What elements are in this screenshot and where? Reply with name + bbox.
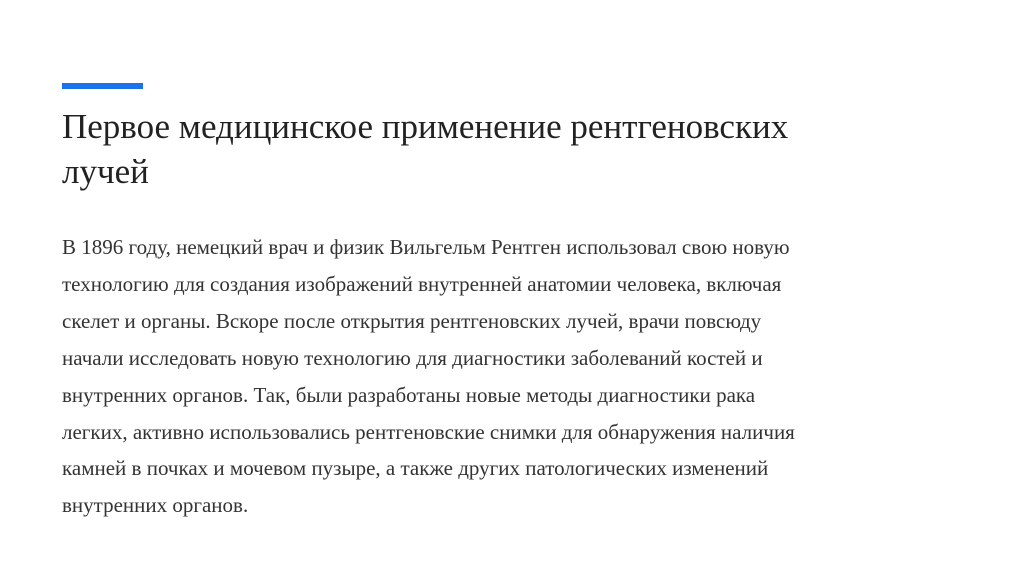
slide-title-line: лучей <box>62 152 149 191</box>
body-line: легких, активно использовались рентгеновские снимки для обнаружения наличия <box>62 419 795 444</box>
title-accent-bar <box>62 83 143 89</box>
body-line: В 1896 году, немецкий врач и физик Вильгельм Рентген использовал свою новую <box>62 235 790 259</box>
body-line: скелет и органы. Вскоре после открытия рентгеновских лучей, врачи повсюду <box>62 308 762 333</box>
body-line: внутренних органов. Так, были разработаны новые методы диагностики рака <box>62 382 756 407</box>
body-line: начали исследовать новую технологию для диагностики заболеваний костей и <box>62 345 763 370</box>
slide-title <box>62 104 962 194</box>
slide-body-paragraph <box>62 229 962 524</box>
body-line: технологию для создания изображений внутренней анатомии человека, включая <box>62 271 782 296</box>
slide-title-line: Первое медицинское применение рентгеновских <box>62 107 789 146</box>
body-line: внутренних органов. <box>62 493 249 518</box>
body-line: камней в почках и мочевом пузыре, а также других патологических изменений <box>62 456 769 481</box>
